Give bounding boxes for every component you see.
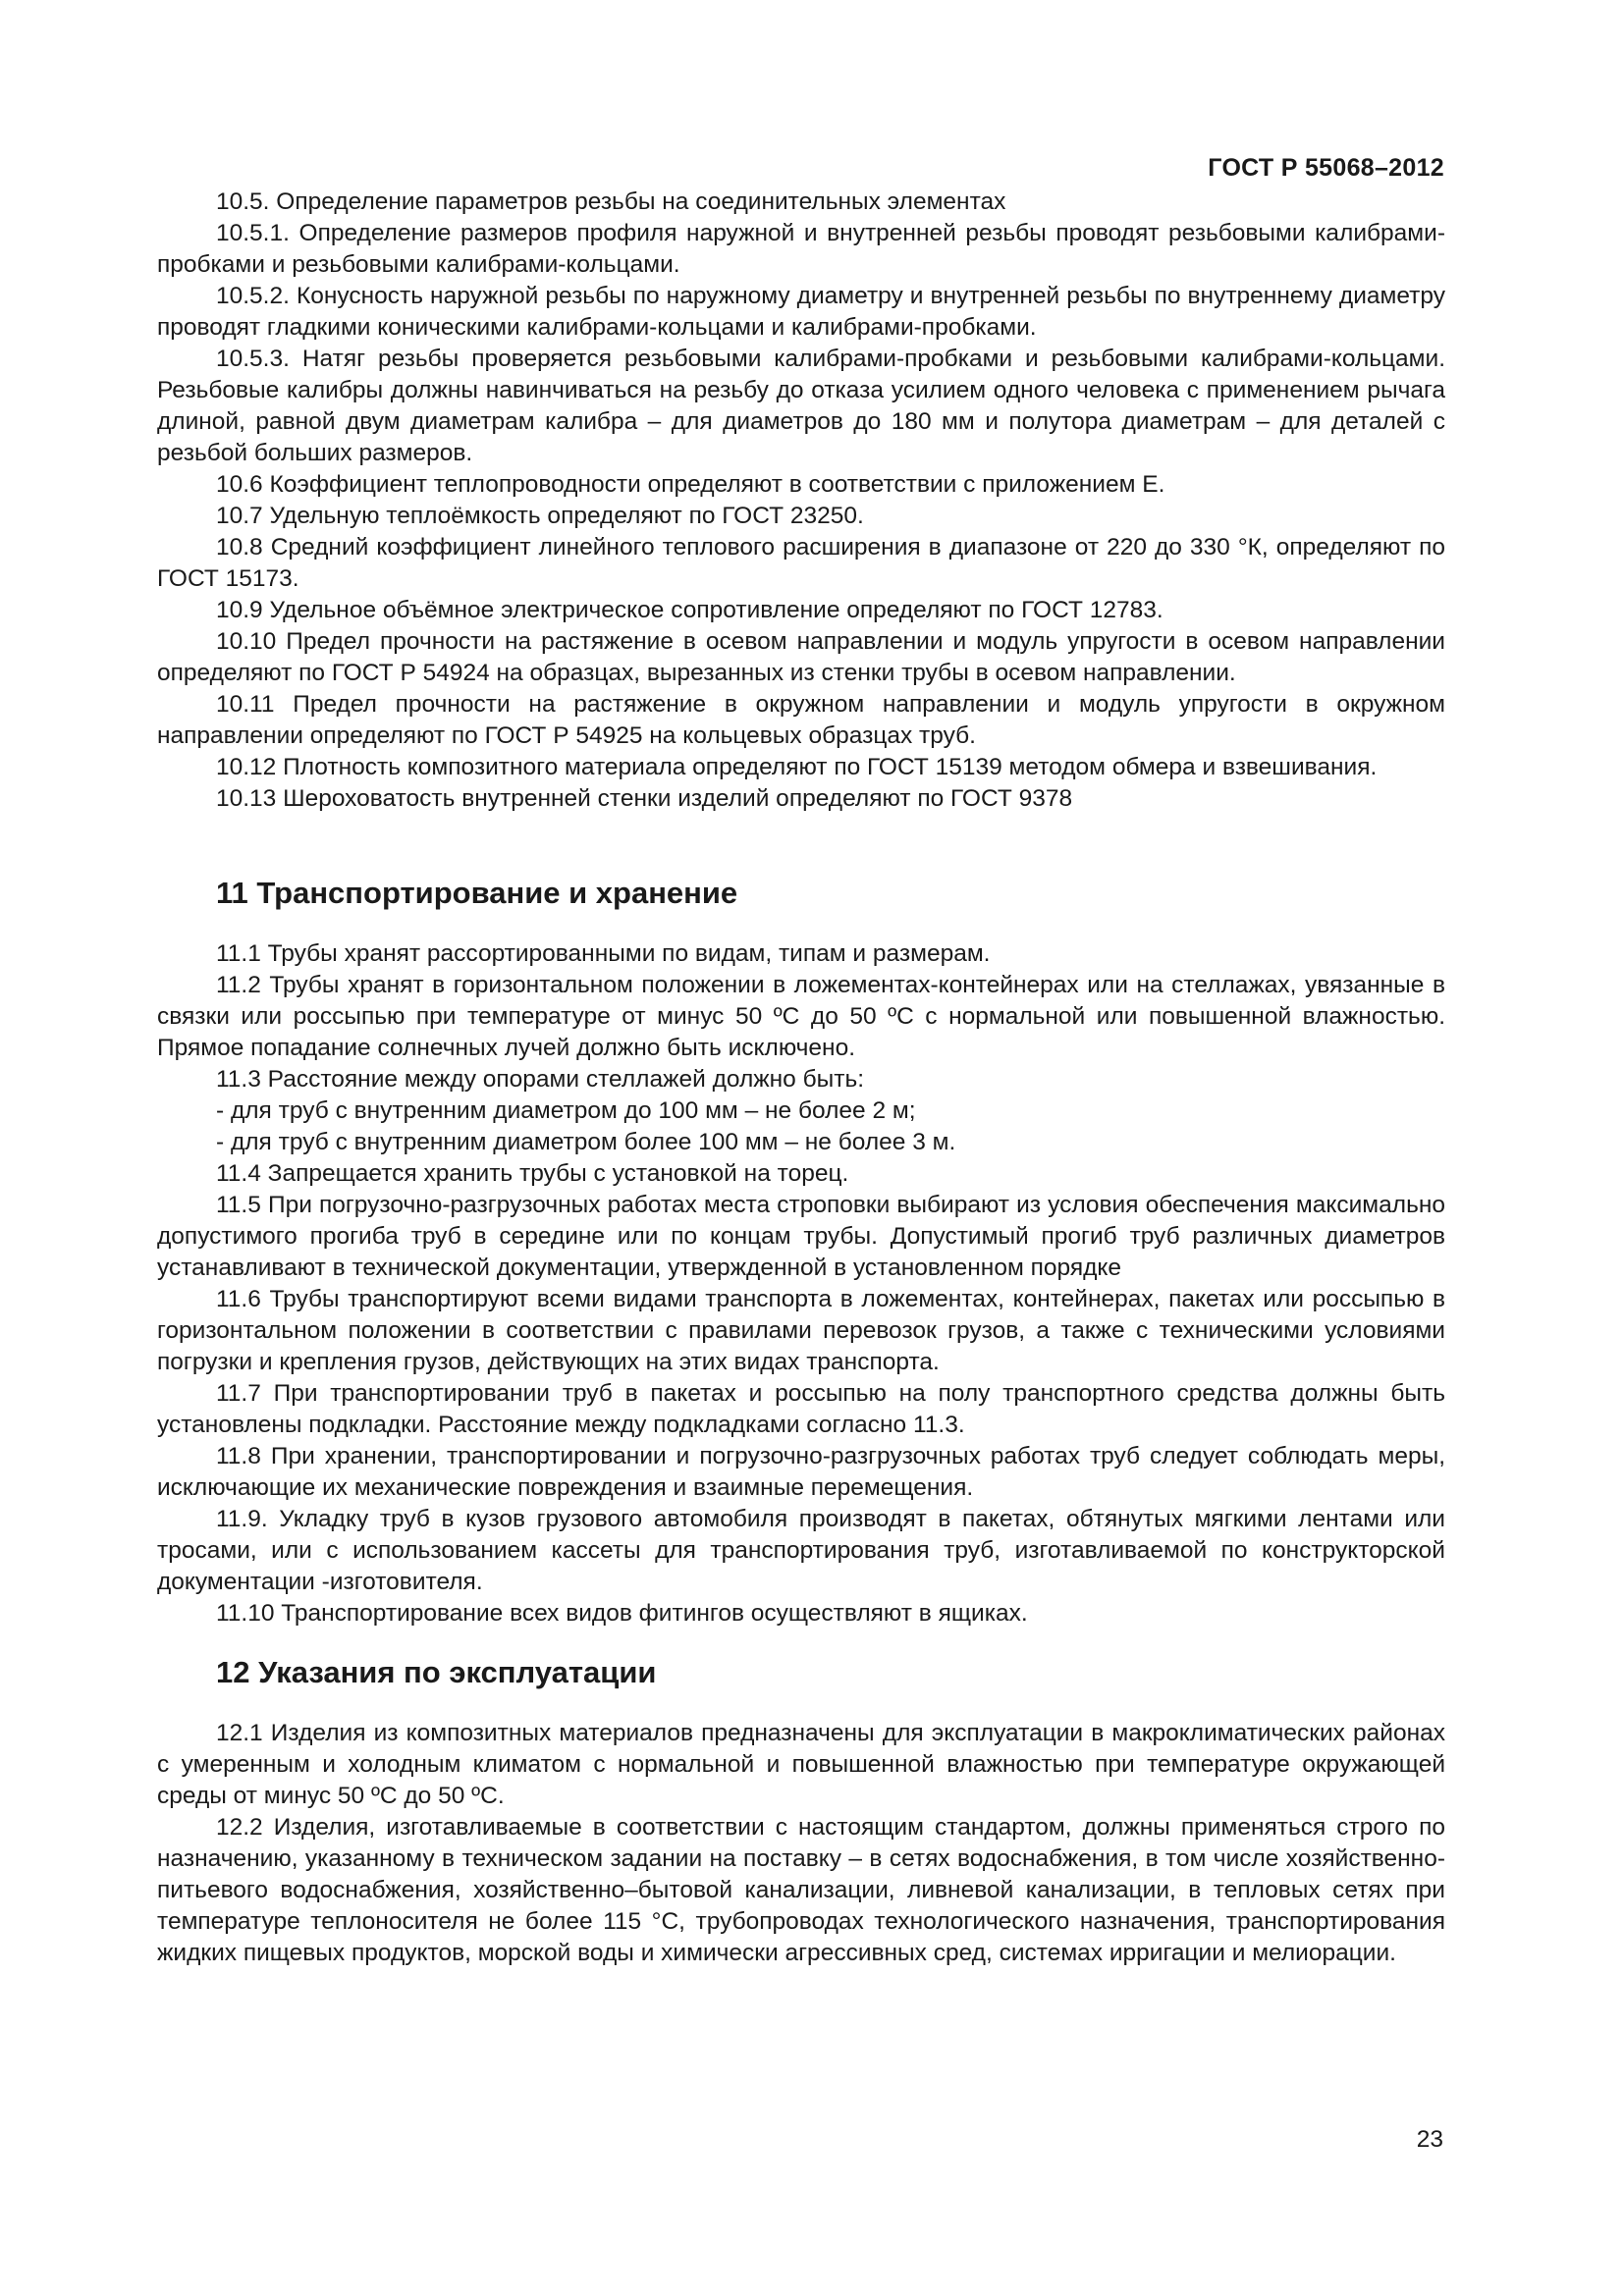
- paragraph-10-11: 10.11 Предел прочности на растяжение в окружном направлении и модуль упругости в окружном направлении определяют по ГОСТ Р 54925 на кольцевых образцах труб.: [157, 691, 1445, 749]
- paragraph-10-10: 10.10 Предел прочности на растяжение в осевом направлении и модуль упругости в осевом направлении определяют по ГОСТ Р 54924 на образцах, вырезанных из стенки трубы в осевом направлении.: [157, 628, 1445, 686]
- paragraph-10-6: 10.6 Коэффициент теплопроводности определяют в соответствии с приложением Е.: [216, 471, 1165, 498]
- paragraph-11-10: 11.10 Транспортирование всех видов фитингов осуществляют в ящиках.: [216, 1600, 1028, 1627]
- paragraph-11-8: 11.8 При хранении, транспортировании и погрузочно-разгрузочных работах труб следует соблюдать меры, исключающие их механические повреждения и взаимные перемещения.: [157, 1443, 1445, 1501]
- spacer: [157, 1629, 1445, 1653]
- section-11-heading: 11 Транспортирование и хранение: [216, 876, 738, 910]
- paragraph-11-2: 11.2 Трубы хранят в горизонтальном положении в ложементах-контейнерах или на стеллажах, увязанные в связки или россыпью при температуре от минус 50 ºС до 50 ºС с нормальной или повышенной влажностью. Прямое попадание солнечных лучей должно быть исключено.: [157, 972, 1445, 1061]
- spacer: [157, 815, 1445, 874]
- section-12: [157, 1653, 1445, 1969]
- spacer: [157, 1692, 1445, 1718]
- document-code-header: ГОСТ Р 55068–2012: [1208, 154, 1444, 182]
- paragraph-10-12: 10.12 Плотность композитного материала определяют по ГОСТ 15139 методом обмера и взвешивания.: [216, 754, 1378, 780]
- paragraph-12-1: 12.1 Изделия из композитных материалов предназначены для эксплуатации в макроклиматических районах с умеренным и холодным климатом с нормальной и повышенной влажностью при температуре окружающей среды от минус 50 ºС до 50 ºС.: [157, 1720, 1445, 1809]
- paragraph-11-9: 11.9. Укладку труб в кузов грузового автомобиля производят в пакетах, обтянутых мягкими лентами или тросами, или с использованием кассеты для транспортирования труб, изготавливаемой по конструкторской документации -изготовителя.: [157, 1506, 1445, 1595]
- paragraph-11-3: 11.3 Расстояние между опорами стеллажей должно быть:: [216, 1066, 865, 1093]
- paragraph-10-5-1: 10.5.1. Определение размеров профиля наружной и внутренней резьбы проводят резьбовыми калибрами-пробками и резьбовыми калибрами-кольцами.: [157, 220, 1445, 278]
- list-item-11-3-a: - для труб с внутренним диаметром до 100 мм – не более 2 м;: [216, 1097, 916, 1124]
- paragraph-11-7: 11.7 При транспортировании труб в пакетах и россыпью на полу транспортного средства должны быть установлены подкладки. Расстояние между подкладками согласно 11.3.: [157, 1380, 1445, 1438]
- paragraph-10-5: 10.5. Определение параметров резьбы на соединительных элементах: [216, 188, 1006, 215]
- section-11: [157, 874, 1445, 1629]
- document-body: [157, 187, 1445, 1969]
- section-10-continued: [157, 187, 1445, 815]
- paragraph-10-7: 10.7 Удельную теплоёмкость определяют по ГОСТ 23250.: [216, 503, 864, 529]
- paragraph-12-2: 12.2 Изделия, изготавливаемые в соответствии с настоящим стандартом, должны применяться строго по назначению, указанному в техническом задании на поставку – в сетях водоснабжения, в том числе хозяйственно-питьевого водоснабжения, хозяйственно–бытовой канализации, ливневой канализации, в тепловых сетях при температуре теплоносителя не более 115 °С, трубопроводах технологического назначения, транспортирования жидких пищевых продуктов, морской воды и химически агрессивных сред, системах ирригации и мелиорации.: [157, 1814, 1445, 1966]
- section-12-heading: 12 Указания по эксплуатации: [216, 1655, 657, 1689]
- paragraph-11-6: 11.6 Трубы транспортируют всеми видами транспорта в ложементах, контейнерах, пакетах или россыпью в горизонтальном положении в соответствии с правилами перевозок грузов, а также с техническими условиями погрузки и крепления грузов, действующих на этих видах транспорта.: [157, 1286, 1445, 1375]
- paragraph-11-4: 11.4 Запрещается хранить трубы с установкой на торец.: [216, 1160, 849, 1187]
- paragraph-10-13: 10.13 Шероховатость внутренней стенки изделий определяют по ГОСТ 9378: [216, 785, 1073, 812]
- spacer: [157, 913, 1445, 938]
- list-item-11-3-b: - для труб с внутренним диаметром более 100 мм – не более 3 м.: [216, 1129, 956, 1155]
- paragraph-10-9: 10.9 Удельное объёмное электрическое сопротивление определяют по ГОСТ 12783.: [216, 597, 1163, 623]
- paragraph-10-5-2: 10.5.2. Конусность наружной резьбы по наружному диаметру и внутренней резьбы по внутреннему диаметру проводят гладкими коническими калибрами-кольцами и калибрами-пробками.: [157, 283, 1445, 341]
- paragraph-10-5-3: 10.5.3. Натяг резьбы проверяется резьбовыми калибрами-пробками и резьбовыми калибрами-кольцами. Резьбовые калибры должны навинчиваться на резьбу до отказа усилием одного человека с применением рычага длиной, равной двум диаметрам калибра – для диаметров до 180 мм и полутора диаметрам – для деталей с резьбой больших размеров.: [157, 346, 1445, 466]
- paragraph-10-8: 10.8 Средний коэффициент линейного теплового расширения в диапазоне от 220 до 330 °К, определяют по ГОСТ 15173.: [157, 534, 1445, 592]
- paragraph-11-5: 11.5 При погрузочно-разгрузочных работах места строповки выбирают из условия обеспечения максимально допустимого прогиба труб в середине или по концам трубы. Допустимый прогиб труб различных диаметров устанавливают в технической документации, утвержденной в установленном порядке: [157, 1192, 1445, 1281]
- paragraph-11-1: 11.1 Трубы хранят рассортированными по видам, типам и размерам.: [216, 940, 991, 967]
- page-number: 23: [1416, 2126, 1443, 2153]
